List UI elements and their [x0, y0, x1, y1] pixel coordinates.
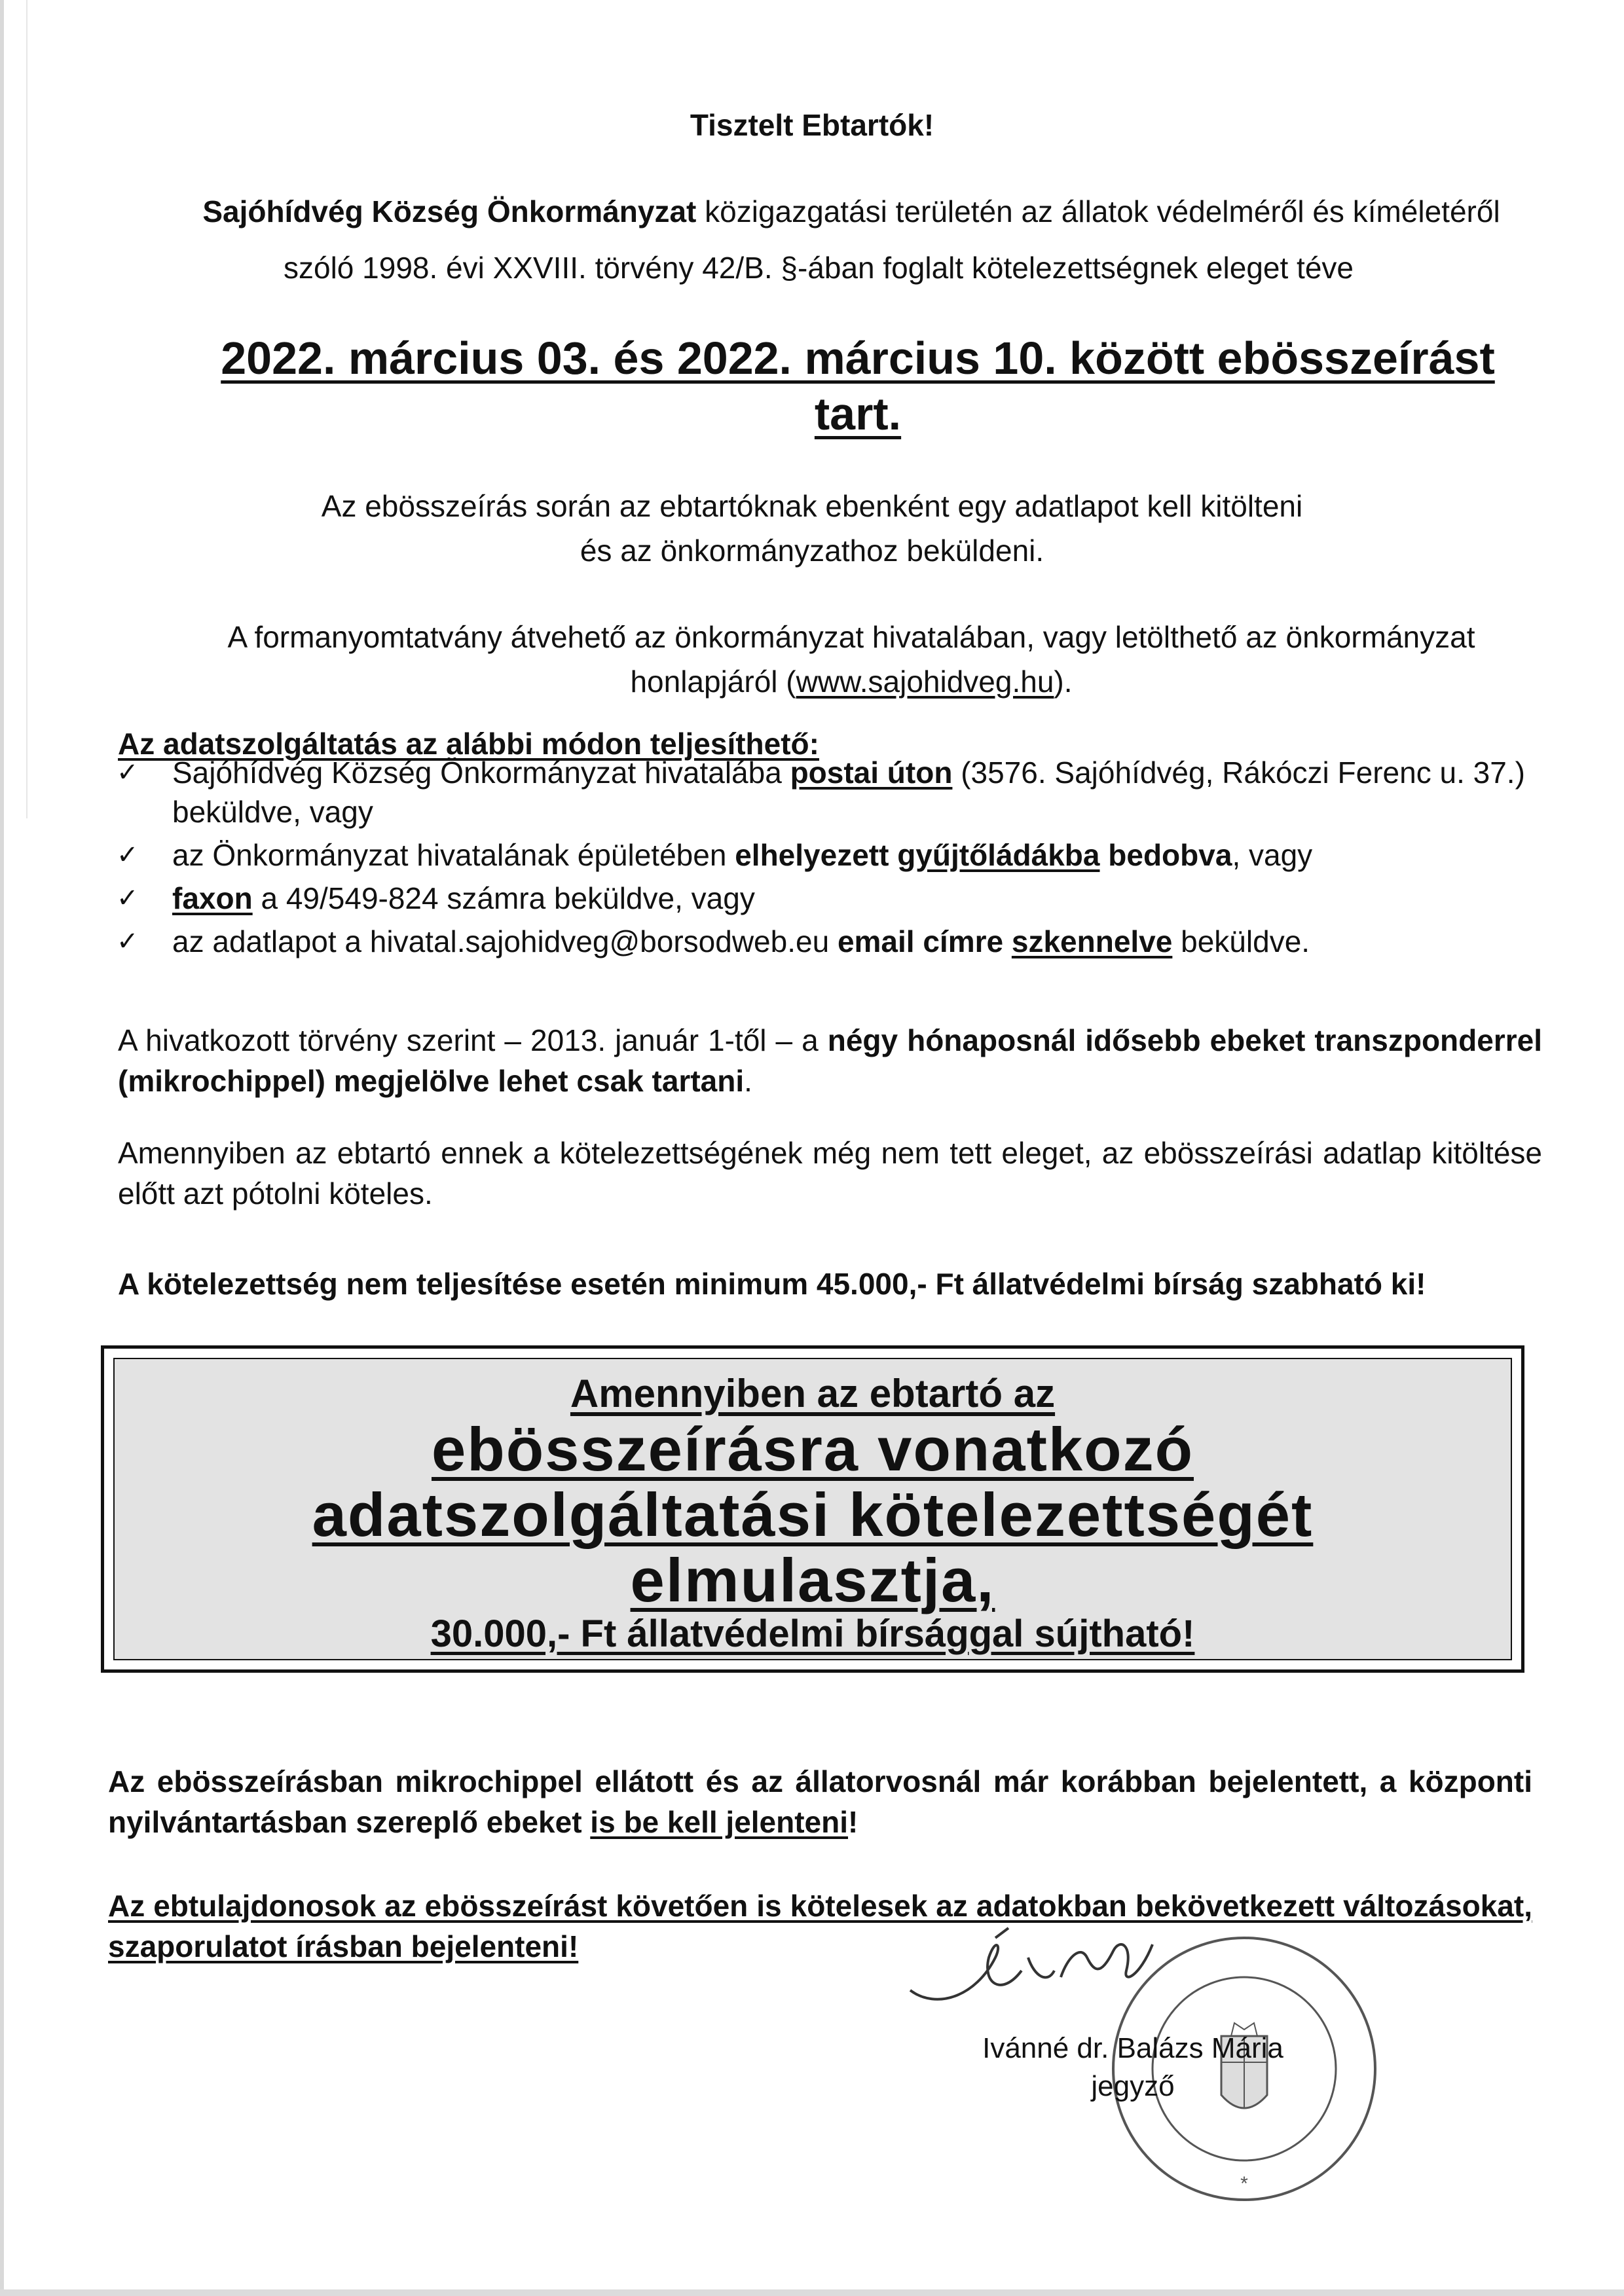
- collection-box-label: gyűjtőládákba: [897, 838, 1100, 872]
- intro-line-1-rest: közigazgatási területén az állatok védelméről és kíméletéről: [696, 194, 1500, 228]
- para1-line-1: Az ebösszeírás során az ebtartóknak ebenként egy adatlapot kell kitölteni: [321, 489, 1303, 523]
- headline-line-2: tart.: [814, 388, 902, 439]
- delivery-options-list: [117, 753, 1557, 965]
- chipped-paragraph: Az ebösszeírásban mikrochippel ellátott és az állatorvosnál már korábban bejelentett, a központi nyilvántartásban szereplő ebeket is be kell jelenteni!: [108, 1764, 1532, 1839]
- checkmark-icon: ✓: [117, 926, 139, 957]
- owners-notice: Az ebtulajdonosok az ebösszeírást követően is kötelesek az adatokban bekövetkezett változásokat, szaporulatot írásban bejelenteni!: [108, 1889, 1532, 1963]
- scan-edge: [0, 0, 4, 2296]
- para2-pre: honlapjáról (: [630, 665, 796, 699]
- para2-line-1: A formanyomtatvány átvehető az önkormányzat hivatalában, vagy letölthető az önkormányzat: [227, 620, 1475, 654]
- list-item: ✓ az adatlapot a hivatal.sajohidveg@borsodweb.eu email címre szkennelve beküldve.: [117, 922, 1557, 961]
- penalty-line-1: Amennyiben az ebtartó az: [570, 1372, 1056, 1415]
- para1-line-2: és az önkormányzathoz beküldeni.: [580, 534, 1044, 568]
- law-paragraph: A hivatkozott törvény szerint – 2013. január 1-től – a négy hónaposnál idősebb ebeket transzponderrel (mikrochippel) megjelölve lehet csak tartani.: [118, 1023, 1542, 1098]
- intro-line-1: [131, 191, 1572, 232]
- penalty-line-5: 30.000,- Ft állatvédelmi bírsággal sújtható!: [430, 1613, 1195, 1655]
- signature-block: [904, 2030, 1362, 2105]
- scan-label: szkennelve: [1011, 924, 1173, 958]
- penalty-box-inner: [113, 1358, 1512, 1660]
- checkmark-icon: ✓: [117, 757, 139, 788]
- list-item: ✓ Sajóhídvég Község Önkormányzat hivatalába postai úton (3576. Sajóhídvég, Rákóczi Ferenc u. 37.) beküldve, vagy: [117, 753, 1557, 831]
- svg-text:*: *: [1240, 2173, 1248, 2195]
- para2-line-2: [98, 661, 1604, 702]
- checkmark-icon: ✓: [117, 883, 139, 913]
- postal-label: postai úton: [790, 756, 953, 790]
- data-section-heading: Az adatszolgáltatás az alábbi módon teljesíthető:: [118, 727, 819, 761]
- checkmark-icon: ✓: [117, 840, 139, 870]
- penalty-box: [101, 1345, 1524, 1673]
- fine-line: A kötelezettség nem teljesítése esetén minimum 45.000,- Ft állatvédelmi bírság szabható ki!: [118, 1267, 1426, 1301]
- para2-post: ).: [1054, 665, 1073, 699]
- penalty-lines-2-4: ebösszeírásra vonatkozó adatszolgáltatási kötelezettségét elmulasztja,: [312, 1415, 1314, 1614]
- list-item: ✓ az Önkormányzat hivatalának épületében elhelyezett gyűjtőládákba bedobva, vagy: [117, 835, 1557, 875]
- headline-line-1: 2022. március 03. és 2022. március 10. között ebösszeírást: [221, 333, 1495, 384]
- greeting: Tisztelt Ebtartók!: [690, 108, 934, 142]
- signatory-name: Ivánné dr. Balázs Mária: [982, 2032, 1283, 2064]
- obligation-paragraph: Amennyiben az ebtartó ennek a kötelezettségének még nem tett eleget, az ebösszeírási adatlap kitöltése előtt azt pótolni köteles.: [118, 1136, 1542, 1211]
- law-bold: négy hónaposnál idősebb ebeket transzponderrel (mikrochippel) megjelölve lehet csak tartani: [118, 1023, 1542, 1098]
- website-link[interactable]: www.sajohidveg.hu: [796, 665, 1054, 699]
- org-name: Sajóhídvég Község Önkormányzat: [202, 194, 697, 228]
- list-item: ✓ faxon a 49/549-824 számra beküldve, vagy: [117, 879, 1557, 918]
- signatory-title: jegyző: [1091, 2070, 1175, 2102]
- intro-line-2: szóló 1998. évi XXVIII. törvény 42/B. §-ában foglalt kötelezettségnek eleget téve: [283, 251, 1354, 285]
- fax-label: faxon: [172, 881, 253, 915]
- scan-edge: [0, 2289, 1624, 2296]
